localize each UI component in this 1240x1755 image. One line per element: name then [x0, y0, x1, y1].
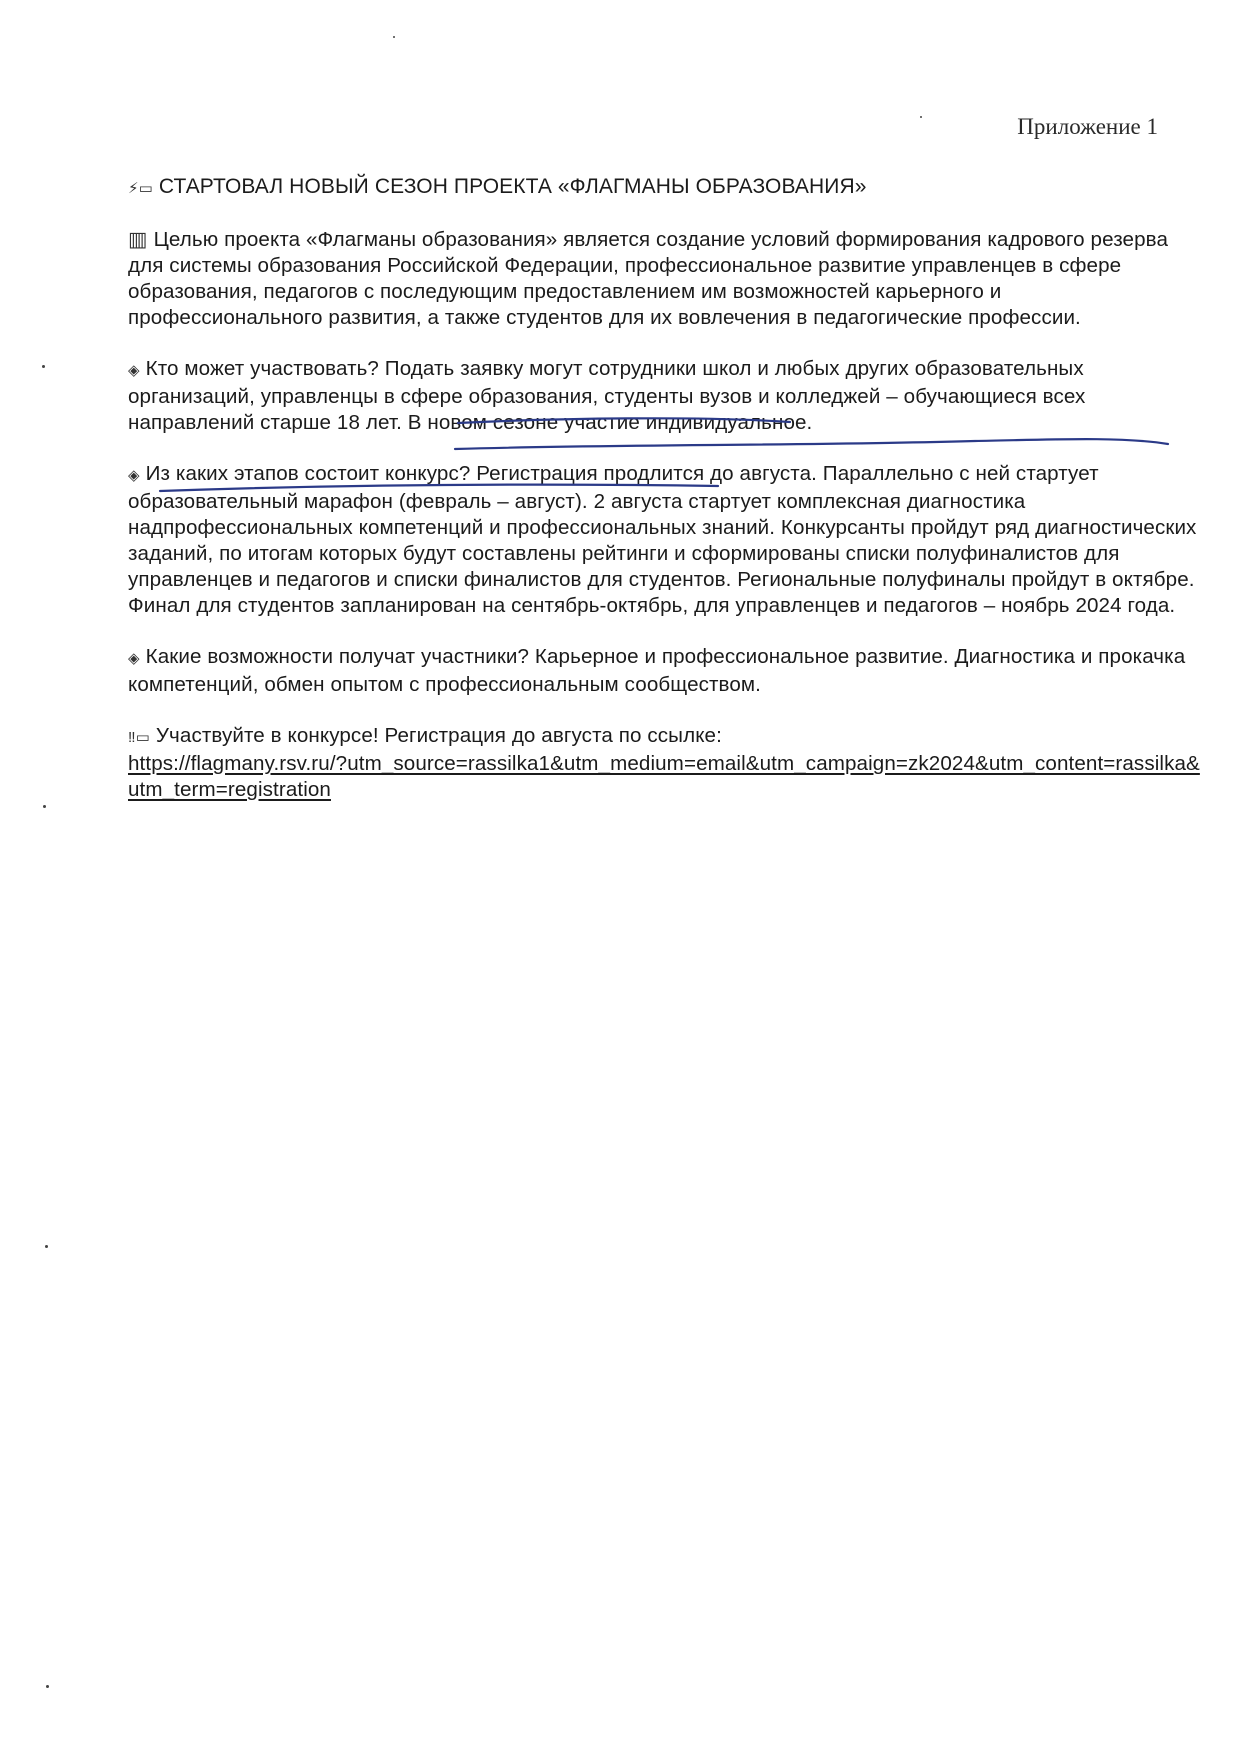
appendix-label: Приложение 1 [1017, 114, 1158, 139]
document-body [128, 174, 1200, 828]
cta-text: Участвуйте в конкурсе! Регистрация до августа по ссылке: [155, 724, 722, 747]
scan-speck [42, 365, 45, 368]
opportunities-paragraph [128, 644, 1200, 698]
cta-paragraph [128, 723, 1200, 803]
lightning-icon: ⚡▭ [128, 180, 153, 197]
registration-link[interactable]: https://flagmany.rsv.ru/?utm_source=rassilka1&utm_medium=email&utm_campaign=zk2024&utm_content=rassilka&utm_term=registration [128, 752, 1200, 801]
stages-paragraph [128, 461, 1200, 619]
scan-speck [43, 805, 46, 808]
heading-text: СТАРТОВАЛ НОВЫЙ СЕЗОН ПРОЕКТА «ФЛАГМАНЫ ОБРАЗОВАНИЯ» [158, 175, 867, 198]
who-text: Кто может участвовать? Подать заявку могут сотрудники школ и любых других образовательных организаций, управленцы в сфере образования, студенты вузов и колледжей – обучающиеся всех направлений старше 18 лет. В новом сезоне участие индивидуальное. [128, 357, 1086, 434]
scan-speck [920, 116, 922, 118]
books-icon: ▥ [128, 228, 148, 251]
opportunities-text: Какие возможности получат участники? Карьерное и профессиональное развитие. Диагностика и прокачка компетенций, обмен опытом с профессиональным сообществом. [128, 645, 1186, 696]
diamond-icon: ◈ [128, 650, 140, 667]
document-heading [128, 174, 1200, 202]
diamond-icon: ◈ [128, 362, 140, 379]
scan-speck [46, 1685, 49, 1688]
scan-speck [393, 36, 395, 38]
diamond-icon: ◈ [128, 467, 140, 484]
intro-paragraph [128, 227, 1200, 331]
double-exclamation-icon: ‼▭ [128, 729, 150, 746]
who-paragraph [128, 356, 1200, 436]
intro-text: Целью проекта «Флагманы образования» является создание условий формирования кадрового резерва для системы образования Российской Федерации, профессиональное развитие управленцев в сфере образования, педагогов с последующим предоставлением им возможностей карьерного и профессионального развития, а также студентов для их вовлечения в педагогические профессии. [128, 228, 1168, 329]
stages-text: Из каких этапов состоит конкурс? Регистрация продлится до августа. Параллельно с ней стартует образовательный марафон (февраль – август). 2 августа стартует комплексная диагностика надпрофессиональных компетенций и профессиональных знаний. Конкурсанты пройдут ряд диагностических заданий, по итогам которых будут составлены рейтинги и сформированы списки полуфиналистов для управленцев и педагогов и списки финалистов для студентов. Региональные полуфиналы пройдут в октябре. Финал для студентов запланирован на сентябрь-октябрь, для управленцев и педагогов – ноябрь 2024 года. [128, 462, 1197, 617]
scan-speck [45, 1245, 48, 1248]
